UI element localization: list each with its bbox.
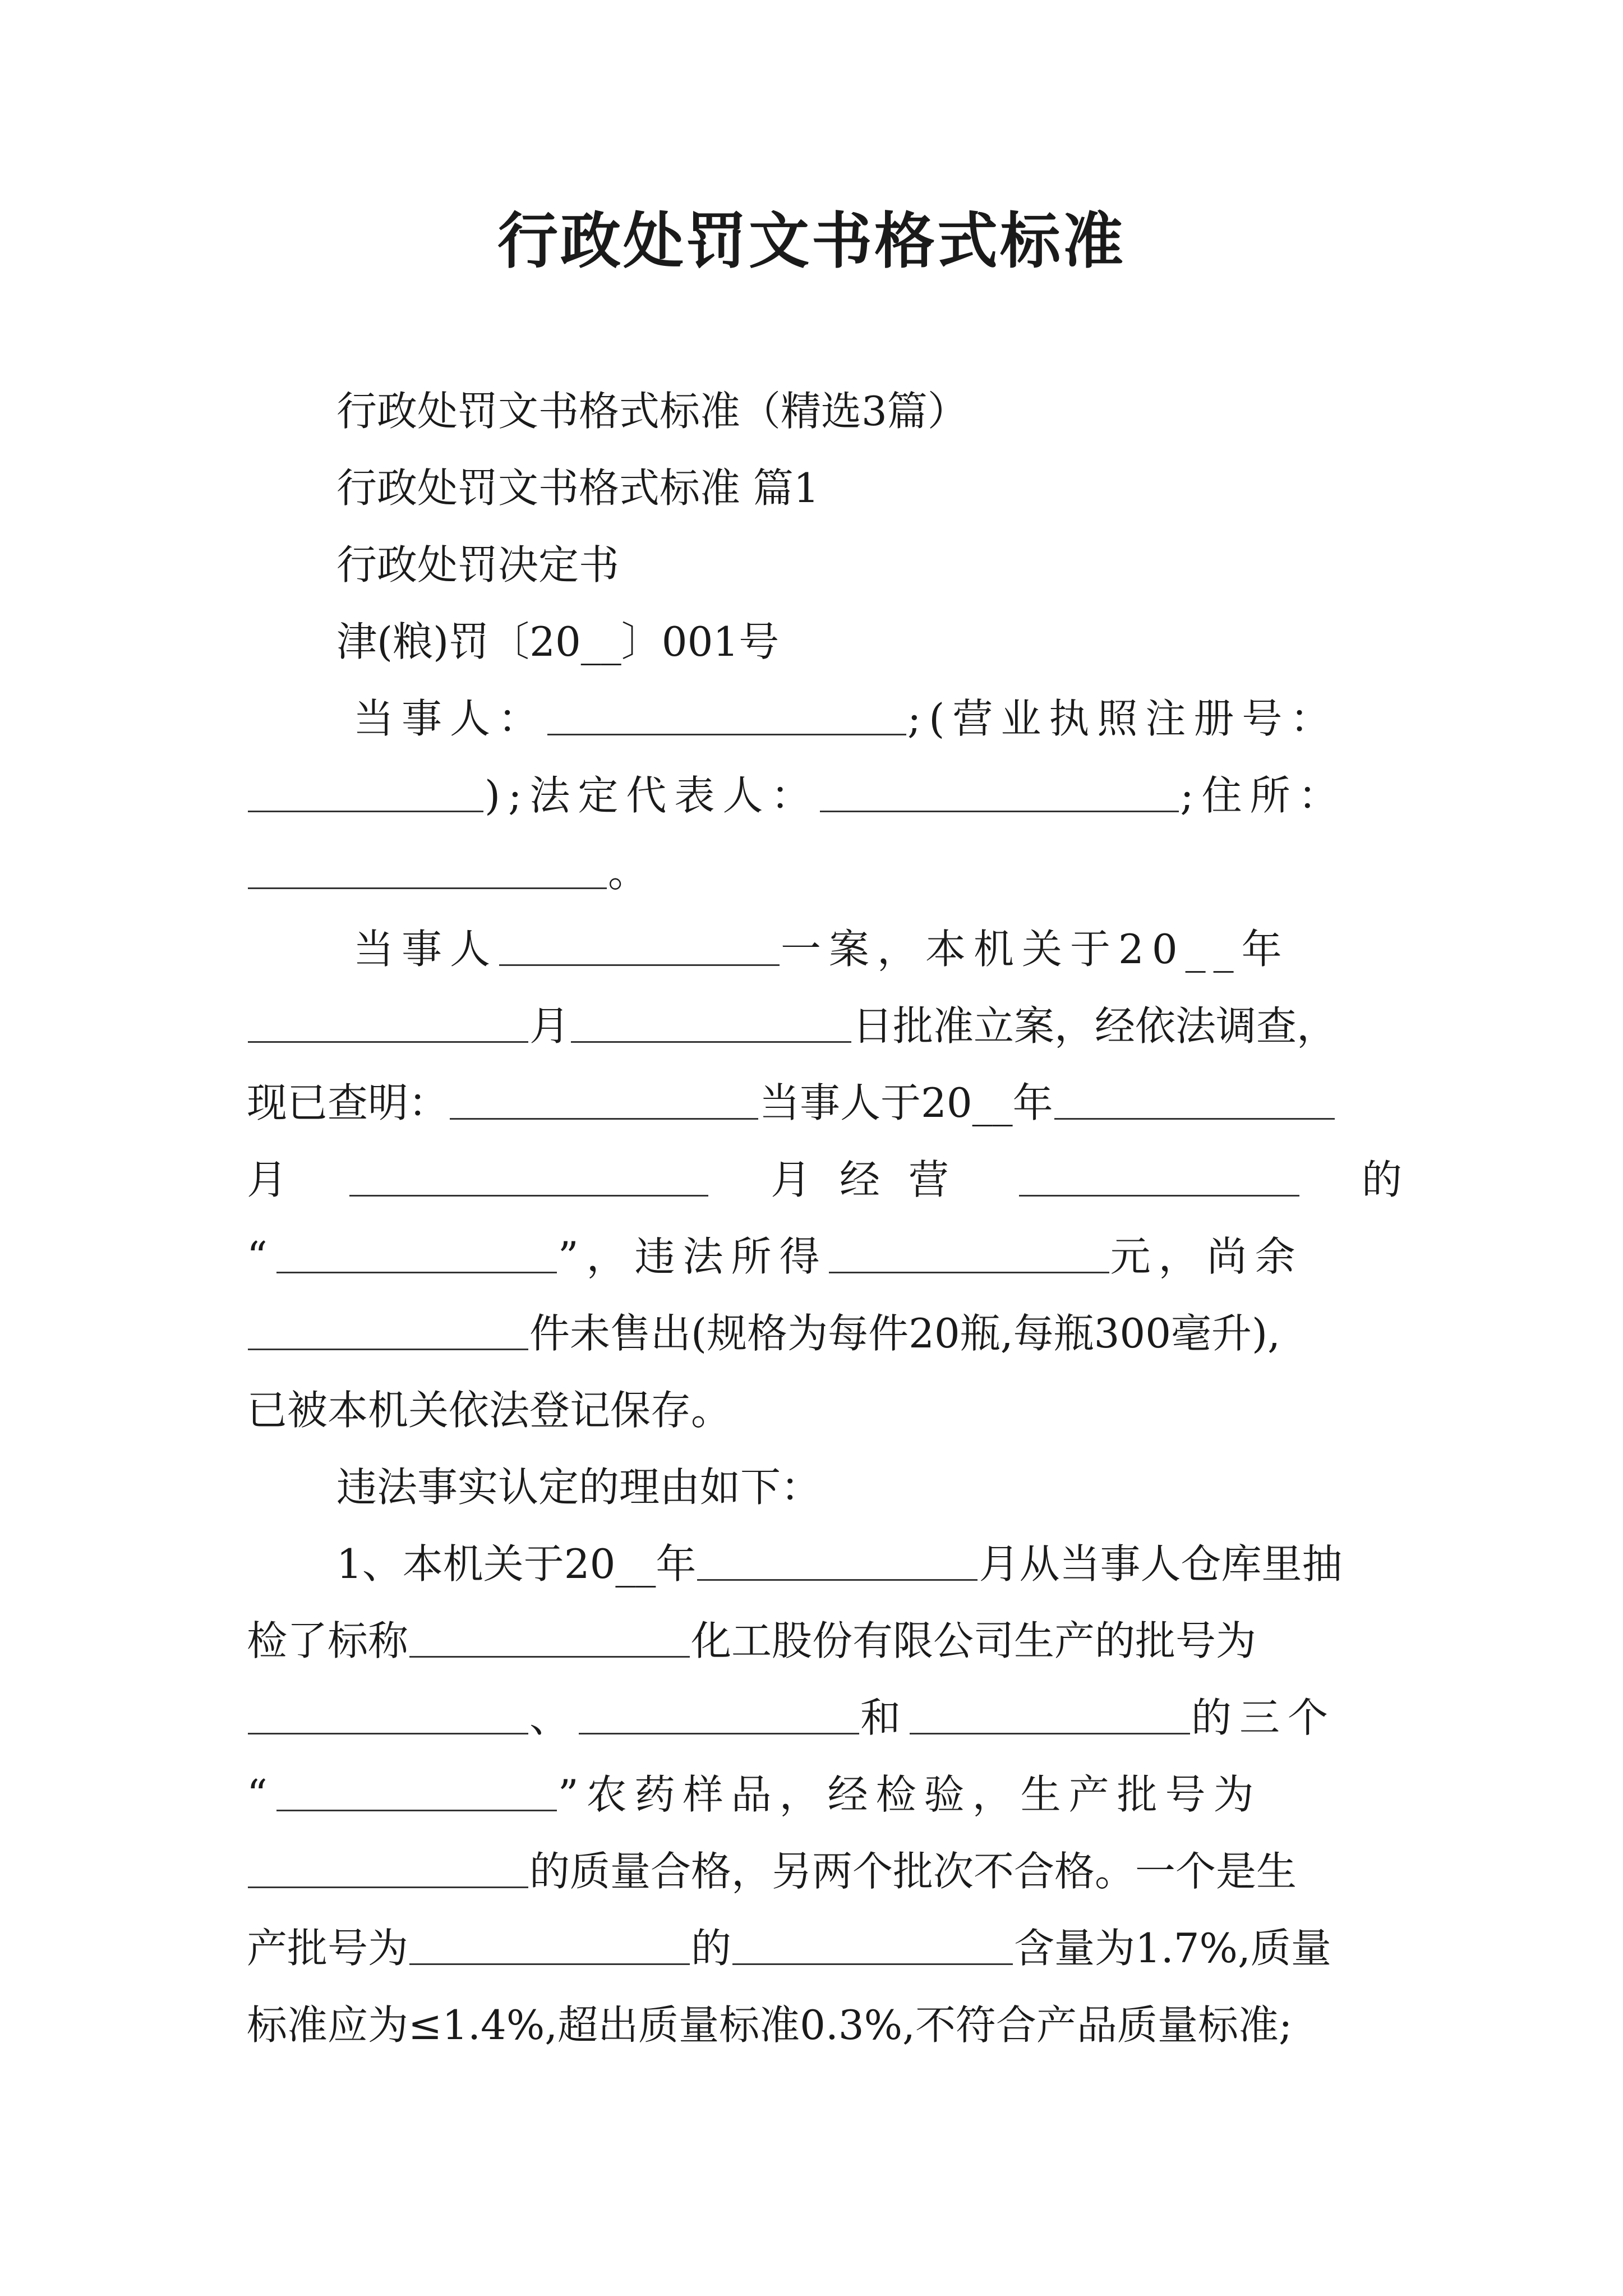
text-segment: 当事人： [353,695,547,742]
document-body [247,373,1402,2064]
subtitle-line [247,373,1402,450]
case-line-6 [247,1295,1402,1372]
fill-blank [571,1041,851,1043]
fill-blank [276,1810,557,1811]
reason-line-6 [247,1910,1402,1987]
reason-line-5 [247,1833,1402,1910]
fill-blank [248,811,483,812]
text-segment: 现已查明： [247,1079,449,1126]
text-segment: “ [247,1233,275,1280]
text-segment: 检了标称 [247,1617,409,1664]
fill-blank [409,1656,690,1658]
text-segment: 的三个 [1191,1694,1336,1741]
fill-blank [248,1349,528,1350]
text-segment: 产批号为 [247,1925,409,1972]
case-line-4 [247,1142,1402,1218]
party-line-1 [247,680,1402,757]
page-title: 行政处罚文书格式标准 [497,206,1126,277]
text-segment: 日批准立案，经依法调查， [852,1002,1338,1050]
text-segment: 的质量合格，另两个批次不合格。一个是生 [529,1848,1297,1895]
fill-blank [450,1118,758,1120]
text-segment: 津(粮)罚〔20__〕001号 [336,618,780,665]
fill-blank [910,1733,1190,1734]
fill-blank [732,1963,1013,1965]
text-segment: 行政处罚决定书 [336,541,620,588]
fill-blank [248,1733,528,1734]
fill-blank [349,1195,708,1197]
text-segment: 含量为1.7%,质量 [1014,1925,1331,1972]
text-segment: 的 [691,1925,732,1972]
text-segment: 当事人 [353,926,499,973]
fill-blank [276,1272,557,1273]
reason-line-4 [247,1756,1402,1833]
text-segment: ;住所： [1180,772,1347,819]
text-segment: 、 [529,1694,578,1741]
text-segment: ”农药样品，经检验，生产批号为 [557,1771,1262,1818]
document-number [247,604,1402,680]
case-line-7 [247,1372,1402,1449]
text-segment: 的 [1361,1156,1402,1203]
document-type-heading [247,527,1402,604]
text-segment: ;(营业执照注册号： [907,695,1339,742]
fill-blank [1019,1195,1299,1197]
party-line-3 [247,834,1402,911]
reasons-heading [247,1449,1402,1526]
party-line-2 [247,757,1402,834]
text-segment: 月从当事人仓库里抽 [979,1540,1343,1588]
reason-line-2 [247,1603,1402,1680]
reason-line-7 [247,1987,1402,2064]
fill-blank [1054,1118,1335,1120]
fill-blank [248,1887,528,1888]
case-line-1 [247,911,1402,988]
text-segment: 月 [529,1002,570,1050]
text-segment: );法定代表人： [485,772,819,819]
text-segment: 1、本机关于20__年 [336,1540,697,1588]
case-line-2 [247,988,1402,1065]
fill-blank [248,887,607,889]
fill-blank [499,964,780,966]
text-segment: ”，违法所得 [557,1233,828,1280]
fill-blank [579,1733,859,1734]
text-segment: 和 [860,1694,909,1741]
fill-blank [409,1963,690,1965]
text-segment: 月 经 营 [771,1156,957,1203]
fill-blank [547,734,906,735]
reason-line-3 [247,1680,1402,1756]
fill-blank [697,1579,978,1581]
reason-line-1 [247,1526,1402,1603]
text-segment: 一案，本机关于20__年 [781,926,1290,973]
text-segment: 化工股份有限公司生产的批号为 [691,1617,1257,1664]
fill-blank [820,811,1179,812]
fill-blank [829,1272,1109,1273]
text-segment: 行政处罚文书格式标准（精选3篇） [336,388,968,435]
text-segment: 件未售出(规格为每件20瓶,每瓶300毫升), [529,1310,1280,1357]
text-segment: 违法事实认定的理由如下： [336,1464,822,1511]
text-segment: 当事人于20__年 [759,1079,1053,1126]
text-segment: “ [247,1771,275,1818]
section-heading [247,450,1402,527]
fill-blank [248,1041,528,1043]
case-line-3 [247,1065,1402,1142]
text-segment: 元，尚余 [1110,1233,1303,1280]
text-segment: 行政处罚文书格式标准 篇1 [336,464,819,512]
text-segment: 。 [608,849,649,896]
text-segment: 标准应为≤1.4%,超出质量标准0.3%,不符合产品质量标准; [247,2001,1293,2049]
case-line-5 [247,1218,1402,1295]
text-segment: 已被本机关依法登记保存。 [247,1387,732,1434]
text-segment: 月 [247,1156,288,1203]
